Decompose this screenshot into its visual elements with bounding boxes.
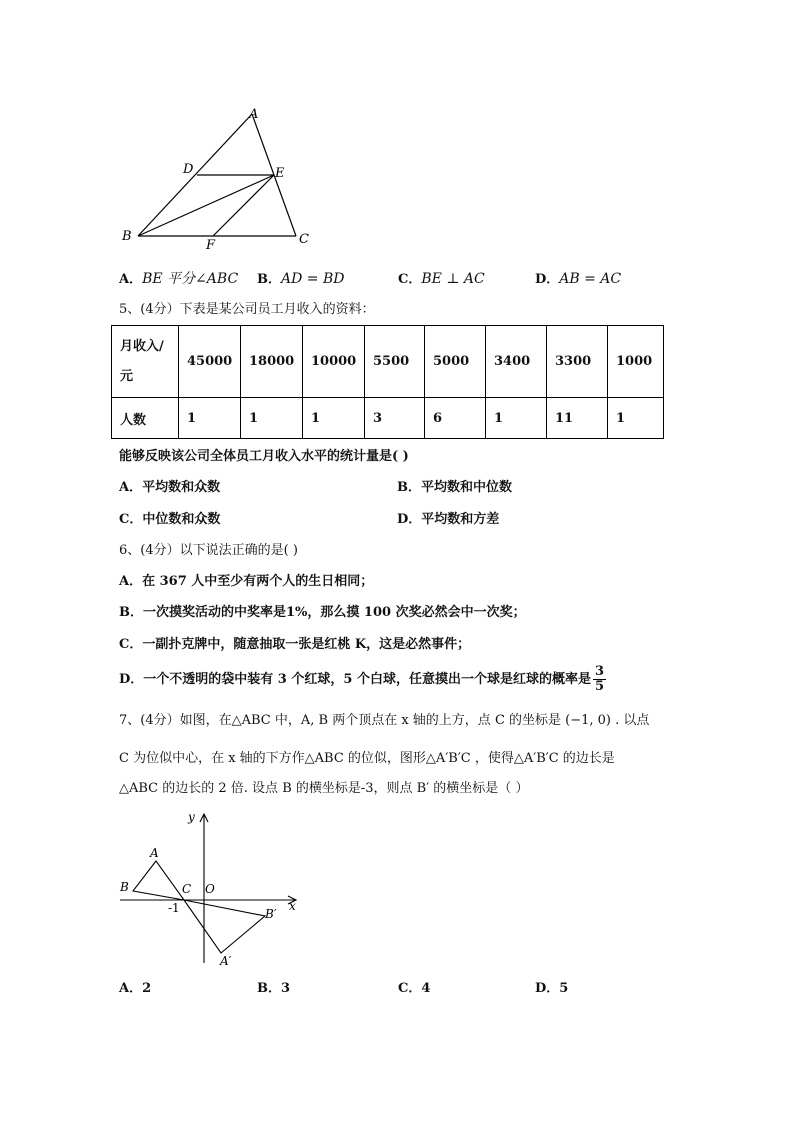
option-text: 一副扑克牌中，随意抽取一张是红桃 K，这是必然事件； [142, 637, 471, 652]
q6-stem: 6、(4分）以下说法正确的是( ) [119, 543, 298, 558]
option-text: 中位数和众数 [142, 512, 221, 527]
table-header-count: 人数 [112, 398, 179, 439]
option-text: 一个不透明的袋中装有 3 个红球，5 个白球，任意摸出一个球是红球的概率是 [143, 672, 591, 687]
table-cell: 10000 [303, 326, 365, 398]
option-letter: C． [119, 512, 143, 527]
option-letter: A． [119, 574, 143, 589]
option-letter: B． [397, 480, 421, 495]
option-text: 在 367 人中至少有两个人的生日相同； [142, 574, 374, 589]
q7-line-3: △ABC 的边长的 2 倍. 设点 B 的横坐标是-3，则点 B′ 的横坐标是（ ） [119, 781, 529, 796]
q4-option-c [398, 271, 485, 288]
option-letter: D． [397, 512, 422, 527]
q7-option-d [535, 981, 568, 997]
option-text: 2 [142, 981, 152, 996]
fraction-numerator: 3 [594, 664, 604, 679]
q5-stem: 5、(4分）下表是某公司员工月收入的资料： [119, 302, 375, 317]
q4-option-b [257, 271, 344, 288]
option-text: 5 [559, 981, 569, 996]
label-e: E [275, 166, 285, 181]
origin-label: O [205, 882, 215, 896]
axis-y-label: y [188, 810, 195, 824]
q4-option-a [119, 271, 238, 288]
table-header-income [112, 326, 179, 398]
option-letter: D． [535, 272, 560, 287]
q5-option-a [119, 480, 220, 496]
header-line: 月收入/ [120, 338, 164, 354]
label-d: D [183, 162, 194, 177]
option-text: 一次摸奖活动的中奖率是1%，那么摸 100 次奖必然会中一次奖； [143, 605, 526, 620]
q6-option-a [119, 574, 373, 590]
table-cell: 5500 [365, 326, 425, 398]
q6-option-d [119, 660, 606, 700]
table-row [112, 326, 664, 398]
table-cell: 5000 [425, 326, 486, 398]
table-cell: 1 [179, 398, 241, 439]
option-letter: B． [119, 605, 143, 620]
table-cell: 1 [241, 398, 303, 439]
tick-minus-one: -1 [168, 901, 180, 915]
table-cell: 3400 [486, 326, 547, 398]
option-letter: B． [257, 981, 281, 996]
label-f: F [206, 238, 216, 250]
coordinate-figure [110, 805, 310, 975]
q7-line-1: 7、(4分）如图，在△ABC 中，A, B 两个顶点在 x 轴的上方，点 C 的坐标是 (−1, 0) . 以点 [119, 713, 650, 728]
table-cell: 45000 [179, 326, 241, 398]
q6-option-c [119, 637, 470, 653]
q5-question: 能够反映该公司全体员工月收入水平的统计量是( ) [119, 449, 409, 464]
option-letter: C． [398, 981, 422, 996]
option-letter: D． [119, 672, 144, 687]
q7-option-a [119, 981, 151, 997]
q7-option-c [398, 981, 430, 997]
header-line: 元 [120, 368, 134, 384]
option-text: AD = BD [281, 271, 345, 287]
option-text: 3 [281, 981, 291, 996]
option-text: BE ⊥ AC [421, 271, 485, 287]
q5-option-d [397, 512, 499, 528]
q7-option-b [257, 981, 290, 997]
q5-option-c [119, 512, 220, 528]
q6-option-b [119, 605, 526, 621]
point-bprime-label: B′ [265, 907, 277, 921]
table-cell: 11 [547, 398, 608, 439]
axis-x-label: x [289, 899, 296, 913]
option-letter: A． [119, 981, 143, 996]
point-c-label: C [182, 882, 192, 896]
option-letter: B． [257, 272, 281, 287]
option-letter: C． [119, 637, 143, 652]
triangle-figure [110, 100, 330, 250]
q7-line-2: C 为位似中心，在 x 轴的下方作△ABC 的位似，图形△A′B′C ，使得△A′B′C 的边长是 [119, 751, 615, 766]
fraction-denominator: 5 [594, 679, 604, 694]
option-letter: A． [119, 272, 143, 287]
table-cell: 1000 [608, 326, 664, 398]
option-text: 4 [421, 981, 431, 996]
table-cell: 18000 [241, 326, 303, 398]
table-cell: 6 [425, 398, 486, 439]
table-cell: 3300 [547, 326, 608, 398]
option-letter: A． [119, 480, 143, 495]
q4-option-d [535, 271, 621, 288]
option-text: 平均数和众数 [142, 480, 221, 495]
table-cell: 3 [365, 398, 425, 439]
label-c: C [299, 232, 309, 247]
fraction-three-fifths [593, 665, 606, 694]
label-a: A [249, 107, 259, 122]
point-aprime-label: A′ [220, 954, 232, 968]
option-text: BE 平分∠ABC [142, 271, 239, 287]
table-cell: 1 [303, 398, 365, 439]
table-cell: 1 [486, 398, 547, 439]
option-text: 平均数和方差 [421, 512, 500, 527]
point-b-label: B [120, 880, 129, 894]
table-row [112, 398, 664, 439]
option-letter: D． [535, 981, 560, 996]
option-text: 平均数和中位数 [421, 480, 513, 495]
label-b: B [122, 229, 132, 244]
income-table [111, 325, 664, 439]
point-a-label: A [150, 846, 159, 860]
option-text: AB = AC [559, 271, 622, 287]
table-cell: 1 [608, 398, 664, 439]
q5-option-b [397, 480, 512, 496]
option-letter: C． [398, 272, 422, 287]
